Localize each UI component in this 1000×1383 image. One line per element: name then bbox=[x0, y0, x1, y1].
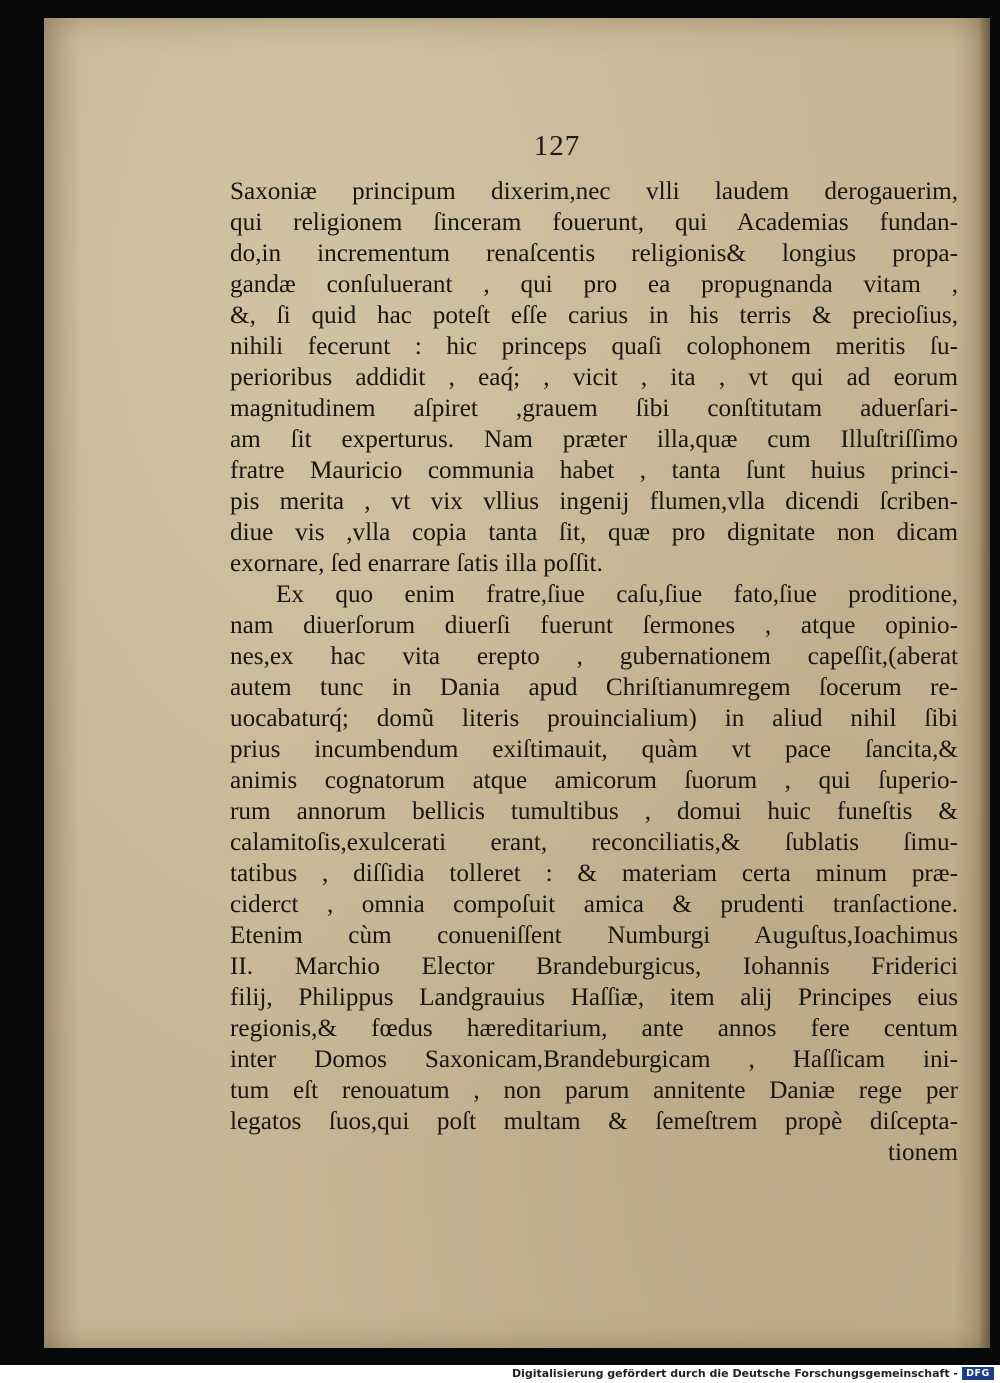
text-line: fratre Mauricio communia habet , tanta ſunt huius princi- bbox=[230, 457, 958, 484]
footer-bar bbox=[0, 1365, 1000, 1383]
text-line: Ex quo enim fratre,ſiue caſu,ſiue fato,ſiue proditione, bbox=[276, 581, 958, 608]
dfg-logo: DFG bbox=[962, 1367, 994, 1380]
text-line: Saxoniæ principum dixerim,nec vlli laudem derogauerim, bbox=[230, 178, 958, 205]
text-line: diue vis ,vlla copia tanta ſit, quæ pro dignitate non dicam bbox=[230, 519, 958, 546]
text-line: regionis,& fœdus hæreditarium, ante annos fere centum bbox=[230, 1015, 958, 1042]
text-line: II. Marchio Elector Brandeburgicus, Iohannis Friderici bbox=[230, 953, 958, 980]
text-line: legatos ſuos,qui poſt multam & ſemeſtrem propè diſcepta- bbox=[230, 1108, 958, 1135]
book-page bbox=[44, 18, 990, 1348]
text-line: ciderct , omnia compoſuit amica & prudenti tranſactione. bbox=[230, 891, 958, 918]
body-text bbox=[230, 176, 958, 1168]
text-line: am ſit experturus. Nam præter illa,quæ cum Illuſtriſſimo bbox=[230, 426, 958, 453]
text-line: exornare, ſed enarrare ſatis illa poſſit. bbox=[230, 550, 603, 577]
text-line: perioribus addidit , eaq́; , vicit , ita , vt qui ad eorum bbox=[230, 364, 958, 391]
text-line: nes,ex hac vita erepto , gubernationem capeſſit,(aberat bbox=[230, 643, 958, 670]
text-line: uocabaturq́; domũ literis prouincialium) in aliud nihil ſibi bbox=[230, 705, 958, 732]
text-line: gandæ conſuluerant , qui pro ea propugnanda vitam , bbox=[230, 271, 958, 298]
text-line: inter Domos Saxonicam,Brandeburgicam , Haſſicam ini- bbox=[230, 1046, 958, 1073]
funding-credit: Digitalisierung gefördert durch die Deutsche Forschungsgemeinschaft - bbox=[511, 1367, 958, 1380]
text-line: do,in incrementum renaſcentis religionis& longius propa- bbox=[230, 240, 958, 267]
text-line: tum eſt renouatum , non parum annitente Daniæ rege per bbox=[230, 1077, 958, 1104]
page-number: 127 bbox=[533, 130, 581, 162]
text-line: nam diuerſorum diuerſi fuerunt ſermones , atque opinio- bbox=[230, 612, 958, 639]
text-line: tatibus , diſſidia tolleret : & materiam certa minum præ- bbox=[230, 860, 958, 887]
text-line: Etenim cùm conueniſſent Numburgi Auguſtus,Ioachimus bbox=[230, 922, 958, 949]
text-line: calamitoſis,exulcerati erant, reconciliatis,& ſublatis ſimu- bbox=[230, 829, 958, 856]
text-line: filij, Philippus Landgrauius Haſſiæ, item alij Principes eius bbox=[230, 984, 958, 1011]
text-line: rum annorum bellicis tumultibus , domui huic funeſtis & bbox=[230, 798, 958, 825]
text-line: autem tunc in Dania apud Chriſtianumregem ſocerum re- bbox=[230, 674, 958, 701]
text-line: pis merita , vt vix vllius ingenij flumen,vlla dicendi ſcriben- bbox=[230, 488, 958, 515]
text-line: qui religionem ſinceram fouerunt, qui Academias fundan- bbox=[230, 209, 958, 236]
text-line: animis cognatorum atque amicorum ſuorum , qui ſuperio- bbox=[230, 767, 958, 794]
page-edge-shadow bbox=[978, 18, 990, 1348]
text-line: tionem bbox=[888, 1139, 958, 1166]
text-line: &, ſi quid hac poteſt eſſe carius in his terris & precioſius, bbox=[230, 302, 958, 329]
text-line: magnitudinem aſpiret ,grauem ſibi conſtitutam aduerſari- bbox=[230, 395, 958, 422]
text-line: nihili fecerunt : hic princeps quaſi colophonem meritis ſu- bbox=[230, 333, 958, 360]
text-line: prius incumbendum exiſtimauit, quàm vt pace ſancita,& bbox=[230, 736, 958, 763]
